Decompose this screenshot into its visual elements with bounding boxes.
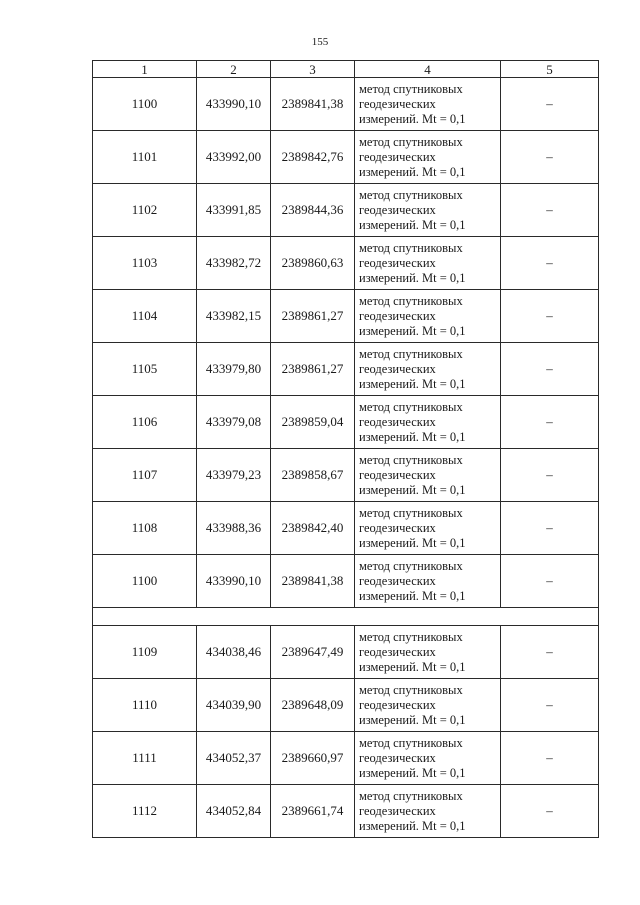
y-coordinate-cell: 2389648,09 (271, 679, 355, 732)
method-line: геодезических (359, 308, 436, 323)
column-5-cell: – (501, 785, 599, 838)
method-line: метод спутниковых (359, 629, 463, 644)
y-coordinate-cell: 2389647,49 (271, 626, 355, 679)
column-5-cell: – (501, 78, 599, 131)
point-number-cell: 1110 (93, 679, 197, 732)
y-coordinate-cell: 2389661,74 (271, 785, 355, 838)
x-coordinate-cell: 433982,72 (197, 237, 271, 290)
point-number-cell: 1111 (93, 732, 197, 785)
method-line: измерений. Mt = 0,1 (359, 482, 466, 497)
column-5-cell: – (501, 396, 599, 449)
method-line: измерений. Mt = 0,1 (359, 270, 466, 285)
method-line: измерений. Mt = 0,1 (359, 535, 466, 550)
method-line: метод спутниковых (359, 187, 463, 202)
method-line: метод спутниковых (359, 346, 463, 361)
method-line: метод спутниковых (359, 240, 463, 255)
method-line: геодезических (359, 750, 436, 765)
method-cell (355, 555, 501, 608)
header-col-5: 5 (501, 61, 599, 78)
point-number-cell: 1101 (93, 131, 197, 184)
x-coordinate-cell: 434052,37 (197, 732, 271, 785)
method-cell (355, 502, 501, 555)
method-line: геодезических (359, 697, 436, 712)
method-line: геодезических (359, 573, 436, 588)
x-coordinate-cell: 433979,08 (197, 396, 271, 449)
point-number-cell: 1112 (93, 785, 197, 838)
page-number: 155 (311, 36, 329, 48)
point-number-cell: 1107 (93, 449, 197, 502)
x-coordinate-cell: 433988,36 (197, 502, 271, 555)
method-line: измерений. Mt = 0,1 (359, 217, 466, 232)
table-row (93, 449, 599, 502)
method-cell (355, 184, 501, 237)
point-number-cell: 1103 (93, 237, 197, 290)
method-line: измерений. Mt = 0,1 (359, 659, 466, 674)
method-line: метод спутниковых (359, 293, 463, 308)
method-line: геодезических (359, 644, 436, 659)
column-5-cell: – (501, 184, 599, 237)
method-cell (355, 626, 501, 679)
x-coordinate-cell: 433990,10 (197, 78, 271, 131)
x-coordinate-cell: 433979,23 (197, 449, 271, 502)
coordinates-table (92, 60, 599, 838)
column-5-cell: – (501, 502, 599, 555)
table-row (93, 396, 599, 449)
point-number-cell: 1105 (93, 343, 197, 396)
method-line: измерений. Mt = 0,1 (359, 712, 466, 727)
method-line: измерений. Mt = 0,1 (359, 429, 466, 444)
method-cell (355, 131, 501, 184)
header-col-2: 2 (197, 61, 271, 78)
table-row (93, 131, 599, 184)
method-line: измерений. Mt = 0,1 (359, 323, 466, 338)
point-number-cell: 1109 (93, 626, 197, 679)
method-line: геодезических (359, 414, 436, 429)
y-coordinate-cell: 2389841,38 (271, 78, 355, 131)
table-row (93, 343, 599, 396)
method-cell (355, 785, 501, 838)
method-line: геодезических (359, 520, 436, 535)
method-cell (355, 343, 501, 396)
method-line: измерений. Mt = 0,1 (359, 164, 466, 179)
y-coordinate-cell: 2389858,67 (271, 449, 355, 502)
column-5-cell: – (501, 732, 599, 785)
header-col-3: 3 (271, 61, 355, 78)
method-cell (355, 237, 501, 290)
column-5-cell: – (501, 237, 599, 290)
separator-cell (93, 608, 599, 626)
y-coordinate-cell: 2389842,76 (271, 131, 355, 184)
column-5-cell: – (501, 290, 599, 343)
y-coordinate-cell: 2389861,27 (271, 290, 355, 343)
method-cell (355, 290, 501, 343)
y-coordinate-cell: 2389841,38 (271, 555, 355, 608)
table-header-row (93, 61, 599, 78)
method-line: измерений. Mt = 0,1 (359, 376, 466, 391)
table-row (93, 785, 599, 838)
method-line: геодезических (359, 255, 436, 270)
header-col-4: 4 (355, 61, 501, 78)
point-number-cell: 1104 (93, 290, 197, 343)
x-coordinate-cell: 434052,84 (197, 785, 271, 838)
method-line: геодезических (359, 202, 436, 217)
method-line: метод спутниковых (359, 788, 463, 803)
y-coordinate-cell: 2389860,63 (271, 237, 355, 290)
table-row (93, 184, 599, 237)
y-coordinate-cell: 2389844,36 (271, 184, 355, 237)
method-cell (355, 78, 501, 131)
x-coordinate-cell: 433982,15 (197, 290, 271, 343)
method-line: метод спутниковых (359, 682, 463, 697)
table-row (93, 555, 599, 608)
column-5-cell: – (501, 555, 599, 608)
point-number-cell: 1106 (93, 396, 197, 449)
table-row (93, 732, 599, 785)
y-coordinate-cell: 2389660,97 (271, 732, 355, 785)
column-5-cell: – (501, 131, 599, 184)
method-line: метод спутниковых (359, 558, 463, 573)
x-coordinate-cell: 434038,46 (197, 626, 271, 679)
method-line: измерений. Mt = 0,1 (359, 588, 466, 603)
method-line: измерений. Mt = 0,1 (359, 818, 466, 833)
table-row (93, 78, 599, 131)
method-line: геодезических (359, 149, 436, 164)
point-number-cell: 1108 (93, 502, 197, 555)
method-line: метод спутниковых (359, 134, 463, 149)
x-coordinate-cell: 433990,10 (197, 555, 271, 608)
column-5-cell: – (501, 679, 599, 732)
method-cell (355, 396, 501, 449)
method-cell (355, 449, 501, 502)
table-body (93, 78, 599, 838)
method-line: метод спутниковых (359, 505, 463, 520)
method-line: геодезических (359, 803, 436, 818)
x-coordinate-cell: 433992,00 (197, 131, 271, 184)
method-cell (355, 732, 501, 785)
column-5-cell: – (501, 343, 599, 396)
column-5-cell: – (501, 626, 599, 679)
y-coordinate-cell: 2389861,27 (271, 343, 355, 396)
x-coordinate-cell: 433979,80 (197, 343, 271, 396)
method-line: метод спутниковых (359, 399, 463, 414)
table-row (93, 237, 599, 290)
method-line: метод спутниковых (359, 735, 463, 750)
point-number-cell: 1100 (93, 78, 197, 131)
method-line: геодезических (359, 96, 436, 111)
method-line: метод спутниковых (359, 452, 463, 467)
method-line: метод спутниковых (359, 81, 463, 96)
x-coordinate-cell: 434039,90 (197, 679, 271, 732)
y-coordinate-cell: 2389859,04 (271, 396, 355, 449)
table-row (93, 502, 599, 555)
column-5-cell: – (501, 449, 599, 502)
point-number-cell: 1102 (93, 184, 197, 237)
method-line: измерений. Mt = 0,1 (359, 111, 466, 126)
table-row (93, 679, 599, 732)
table-row (93, 626, 599, 679)
method-line: измерений. Mt = 0,1 (359, 765, 466, 780)
method-cell (355, 679, 501, 732)
method-line: геодезических (359, 361, 436, 376)
point-number-cell: 1100 (93, 555, 197, 608)
x-coordinate-cell: 433991,85 (197, 184, 271, 237)
table-row (93, 290, 599, 343)
y-coordinate-cell: 2389842,40 (271, 502, 355, 555)
table-separator-row (93, 608, 599, 626)
method-line: геодезических (359, 467, 436, 482)
header-col-1: 1 (93, 61, 197, 78)
